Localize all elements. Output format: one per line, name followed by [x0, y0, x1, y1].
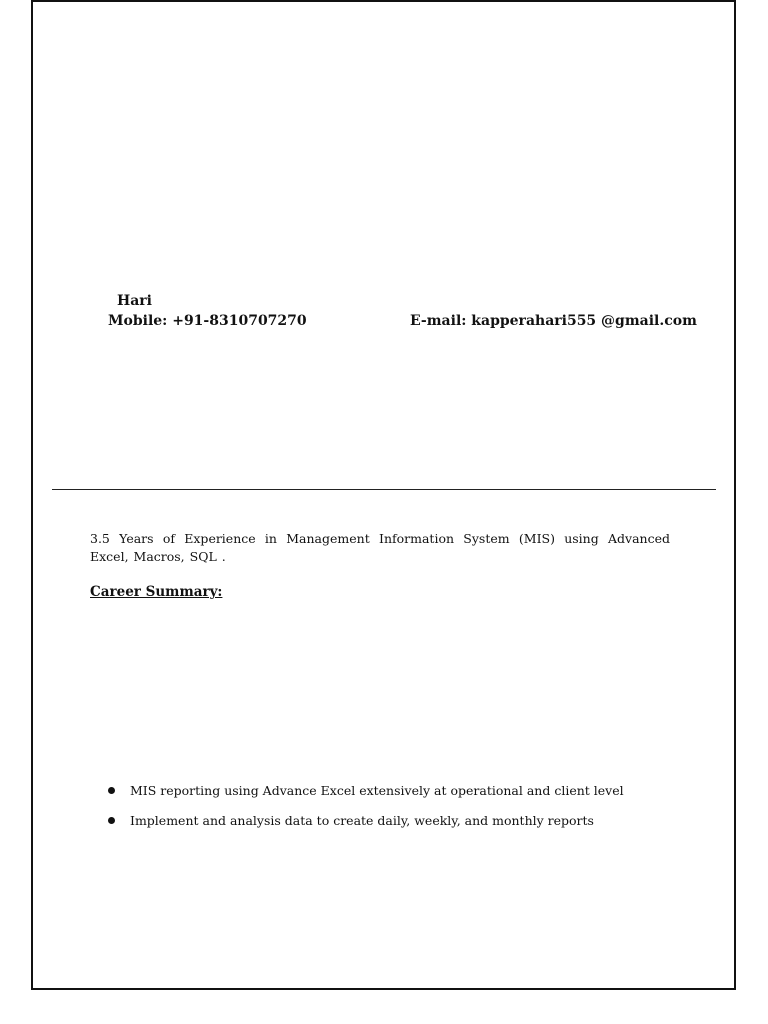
list-item	[108, 782, 624, 812]
mobile-number: Mobile: +91-8310707270	[108, 313, 307, 329]
candidate-name: Hari	[117, 293, 152, 309]
list-item	[108, 812, 624, 842]
bullet-icon	[108, 817, 115, 824]
email-address: E-mail: kapperahari555 @gmail.com	[410, 313, 697, 329]
list-item-text: MIS reporting using Advance Excel extensively at operational and client level	[130, 783, 624, 798]
section-divider	[52, 489, 716, 490]
bullet-icon	[108, 787, 115, 794]
experience-summary: 3.5 Years of Experience in Management Information System (MIS) using Advanced Excel, Macros, SQL .	[90, 531, 670, 564]
career-summary-heading: Career Summary:	[90, 584, 223, 600]
career-summary-list	[108, 782, 624, 842]
list-item-text: Implement and analysis data to create daily, weekly, and monthly reports	[130, 813, 594, 828]
